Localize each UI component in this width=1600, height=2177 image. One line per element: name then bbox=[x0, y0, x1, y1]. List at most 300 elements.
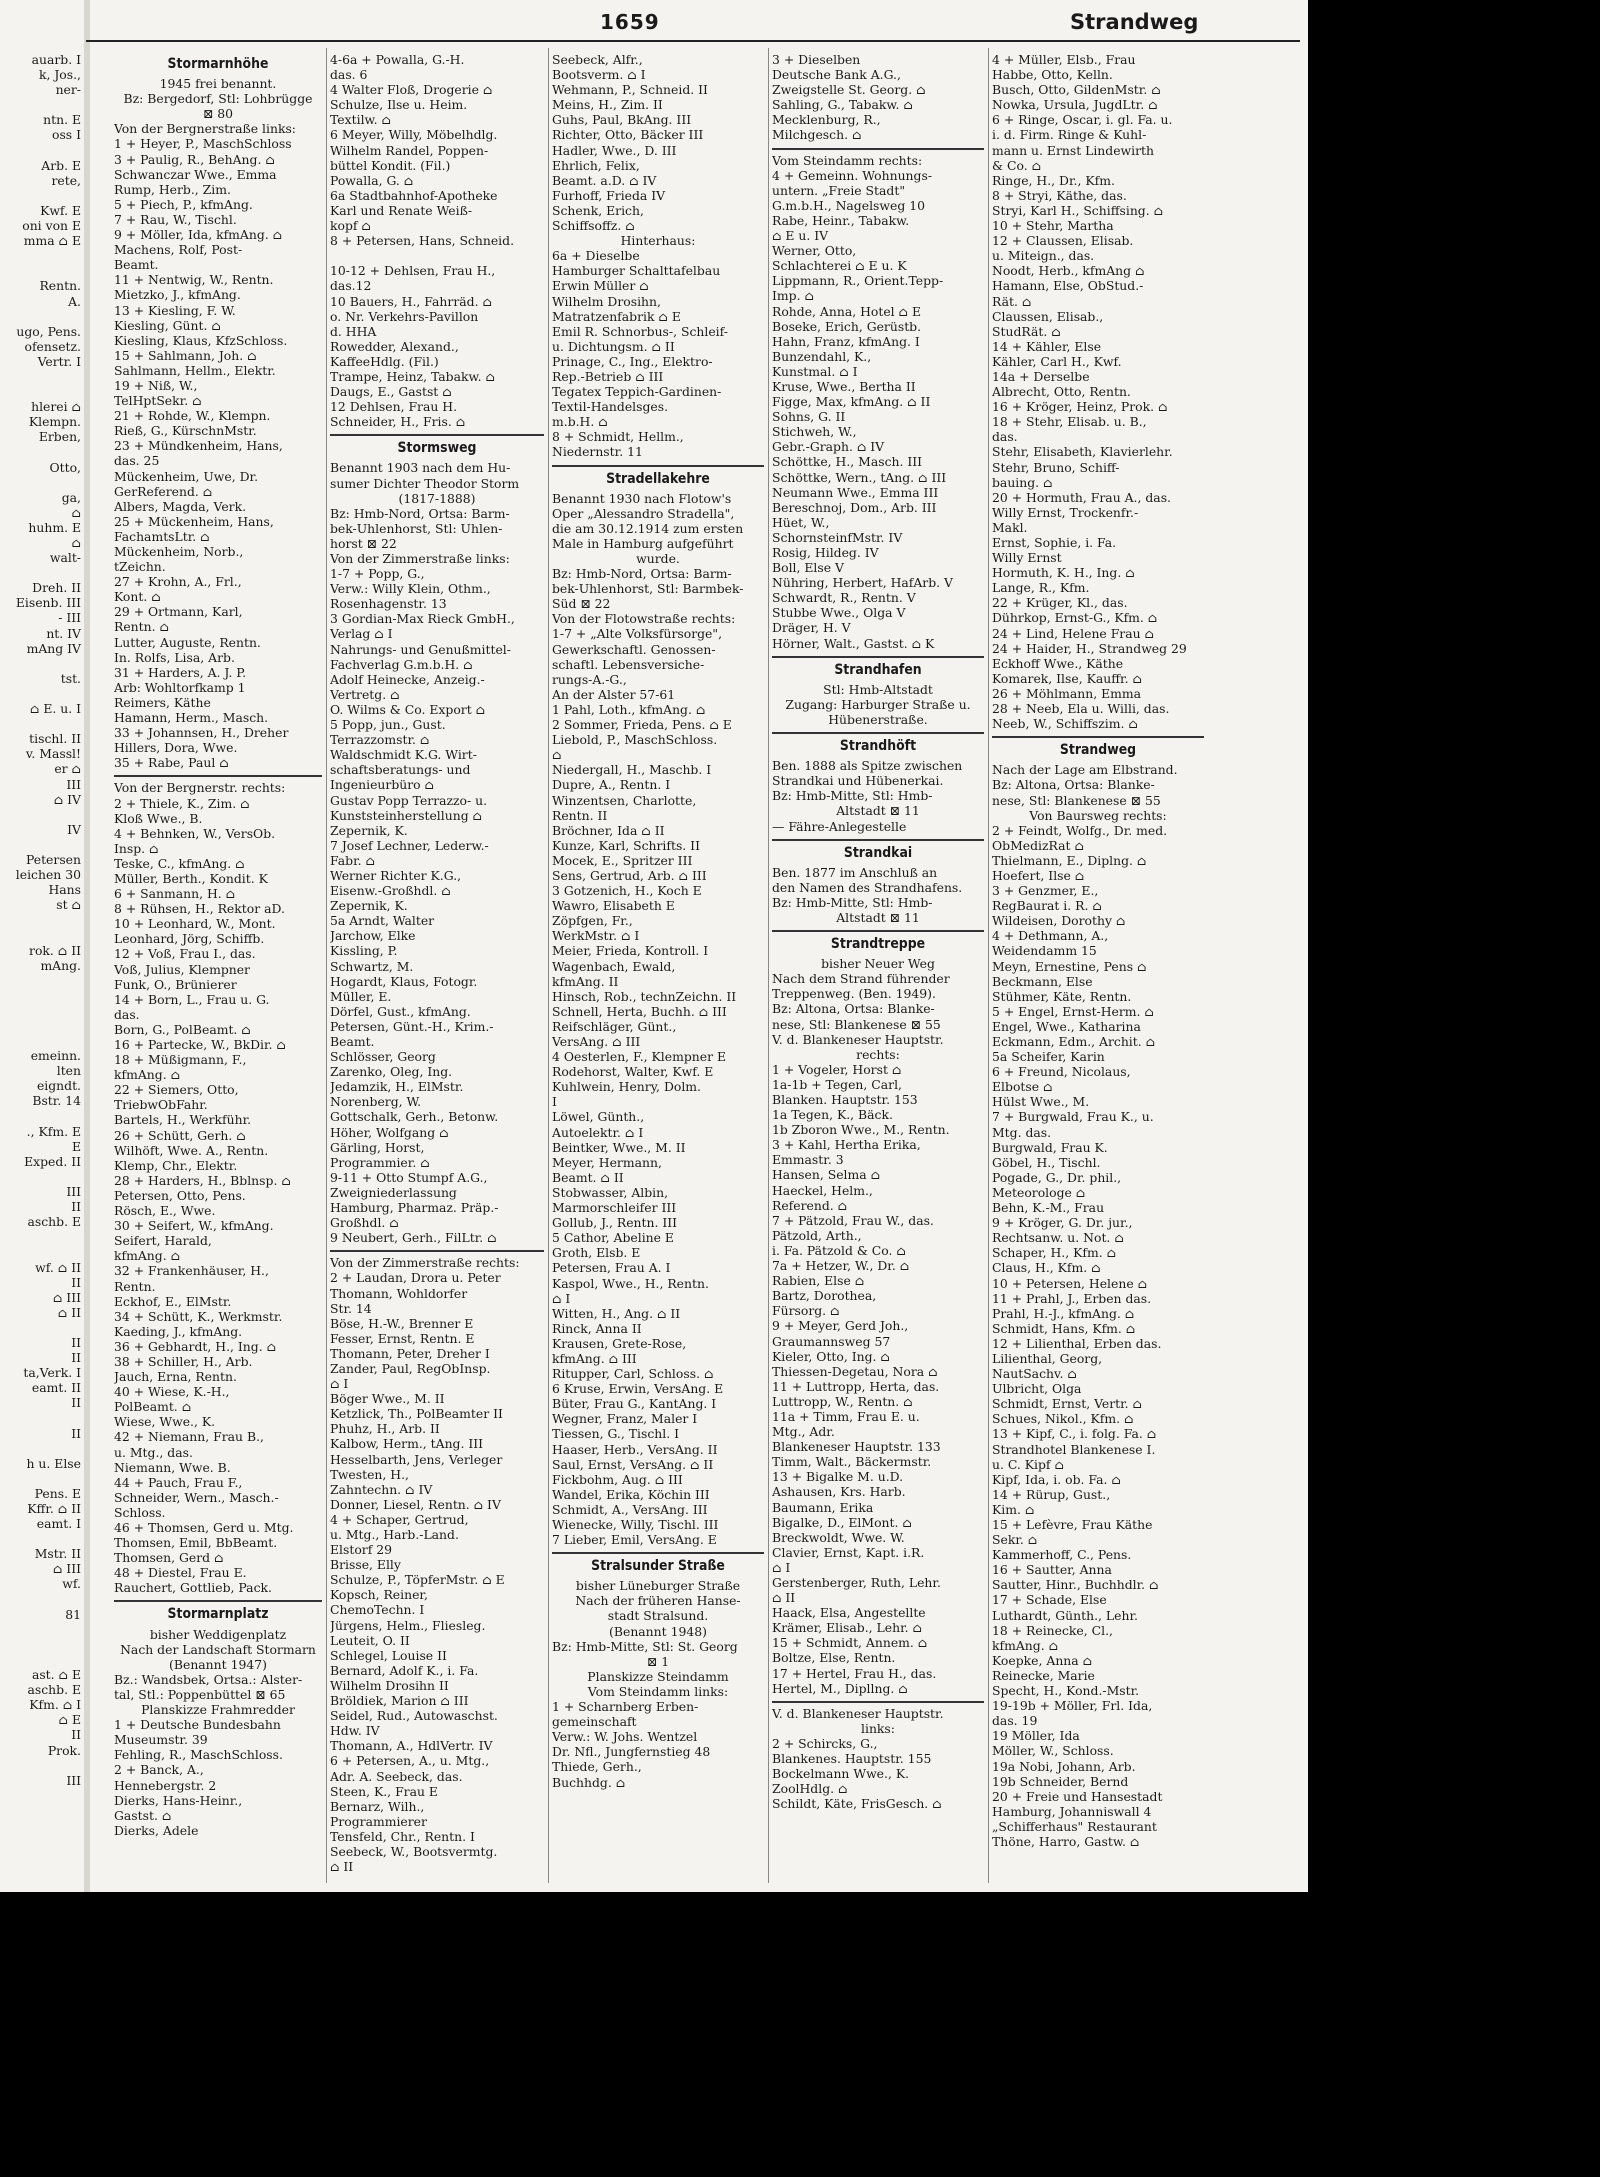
entry-line: Leuteit, O. II bbox=[330, 1632, 410, 1648]
fragment-line: oss I bbox=[51, 127, 81, 143]
entry-line: 9 Neubert, Gerh., FilLtr. ⌂ bbox=[330, 1230, 497, 1246]
entry-line: Rodehorst, Walter, Kwf. E bbox=[552, 1064, 714, 1080]
entry-line: Böger Wwe., M. II bbox=[330, 1391, 445, 1407]
entry-line: Ben. 1877 im Anschluß an bbox=[772, 864, 938, 880]
entry-line: ⌂ I bbox=[552, 1290, 571, 1306]
entry-line: ⌂ I bbox=[772, 1559, 791, 1575]
fragment-line: III bbox=[66, 1772, 81, 1788]
entry-line: Rabe, Heinr., Tabakw. bbox=[772, 212, 910, 228]
entry-line: Beamt. bbox=[114, 257, 159, 273]
entry-line: Pätzold, Arth., bbox=[772, 1227, 862, 1243]
entry-line: GerReferend. ⌂ bbox=[114, 483, 213, 499]
entry-line: Brisse, Elly bbox=[330, 1557, 401, 1573]
entry-line: Zöpfgen, Fr., bbox=[552, 913, 633, 929]
street-note: stadt Stralsund. bbox=[607, 1608, 709, 1624]
entry-line: Schwardt, R., Rentn. V bbox=[772, 590, 916, 606]
entry-line: Lippmann, R., Orient.Tepp- bbox=[772, 273, 944, 289]
entry-line: Kähler, Carl H., Kwf. bbox=[992, 353, 1122, 369]
fragment-line: emeinn. bbox=[30, 1048, 81, 1064]
entry-line: Jürgens, Helm., Fliesleg. bbox=[330, 1617, 486, 1633]
entry-line: V. d. Blankeneser Hauptstr. bbox=[772, 1705, 944, 1721]
fragment-line: mAng IV bbox=[26, 640, 81, 656]
street-note: Bz: Bergedorf, Stl: Lohbrügge bbox=[123, 91, 313, 107]
entry-line: Mocek, E., Spritzer III bbox=[552, 852, 693, 868]
entry-line: 9 + Möller, Ida, kfmAng. ⌂ bbox=[114, 227, 283, 243]
entry-line: Thöne, Harro, Gastw. ⌂ bbox=[992, 1833, 1140, 1849]
entry-line: Strandhotel Blankenese I. bbox=[992, 1441, 1156, 1457]
entry-line: G.m.b.H., Nagelsweg 10 bbox=[772, 197, 925, 213]
entry-line: Makl. bbox=[992, 519, 1028, 535]
entry-line: Insp. ⌂ bbox=[114, 840, 159, 856]
entry-line: 1 + Deutsche Bundesbahn bbox=[114, 1717, 281, 1733]
entry-line: Kiesling, Günt. ⌂ bbox=[114, 317, 221, 333]
entry-line: nese, Stl: Blankenese ⊠ 55 bbox=[992, 792, 1161, 808]
entry-line: TriebwObFahr. bbox=[114, 1097, 208, 1113]
entry-line: Rät. ⌂ bbox=[992, 293, 1032, 309]
entry-line: Nach dem Strand führender bbox=[772, 971, 950, 987]
entry-line: Hertel, M., Dipllng. ⌂ bbox=[772, 1680, 908, 1696]
entry-line: 19 Möller, Ida bbox=[992, 1728, 1080, 1744]
entry-line: Rowedder, Alexand., bbox=[330, 338, 459, 354]
entry-line: 4 + Schaper, Gertrud, bbox=[330, 1511, 469, 1527]
fragment-line: Arb. E bbox=[41, 157, 81, 173]
entry-line: 11 + Luttropp, Herta, das. bbox=[772, 1378, 940, 1394]
entry-line: 19 + Niß, W., bbox=[114, 377, 198, 393]
entry-line: Schneider, Wern., Masch.- bbox=[114, 1489, 279, 1505]
entry-line: Müller, Berth., Kondit. K bbox=[114, 870, 268, 886]
entry-line: Winzentsen, Charlotte, bbox=[552, 792, 697, 808]
fragment-line bbox=[0, 188, 84, 203]
entry-line: Behn, K.-M., Frau bbox=[992, 1200, 1105, 1216]
entry-line: 19a Nobi, Johann, Arb. bbox=[992, 1758, 1136, 1774]
entry-line: Bernard, Adolf K., i. Fa. bbox=[330, 1662, 479, 1678]
entry-line: 32 + Frankenhäuser, H., bbox=[114, 1263, 269, 1279]
entry-line: Bootsverm. ⌂ I bbox=[552, 67, 646, 83]
entry-line: PolBeamt. ⌂ bbox=[114, 1399, 192, 1415]
entry-line: Richter, Otto, Bäcker III bbox=[552, 127, 704, 143]
entry-line: 14 + Born, L., Frau u. G. bbox=[114, 991, 270, 1007]
entry-line: Male in Hamburg aufgeführt bbox=[552, 535, 734, 551]
entry-line: 27 + Krohn, A., Frl., bbox=[114, 574, 242, 590]
entry-line: 17 + Hertel, Frau H., das. bbox=[772, 1665, 937, 1681]
fragment-line: ta,Verk. I bbox=[23, 1365, 81, 1381]
fragment-line: ofensetz. bbox=[24, 338, 81, 354]
entry-line: Sohns, G. II bbox=[772, 409, 846, 425]
entry-line: Hansen, Selma ⌂ bbox=[772, 1167, 881, 1183]
entry-line: 1 + Vogeler, Horst ⌂ bbox=[772, 1061, 902, 1077]
entry-line: Stehr, Elisabeth, Klavierlehr. bbox=[992, 444, 1173, 460]
fragment-line: oni von E bbox=[22, 218, 81, 234]
entry-line: 7 Josef Lechner, Lederw.- bbox=[330, 837, 489, 853]
entry-line: Elstorf 29 bbox=[330, 1542, 393, 1558]
entry-line: Thomann, Peter, Dreher I bbox=[330, 1345, 490, 1361]
fragment-line: ner- bbox=[55, 82, 81, 98]
entry-line: 4 + Behnken, W., VersOb. bbox=[114, 825, 276, 841]
fragment-line bbox=[0, 1410, 84, 1425]
entry-line: Twesten, H., bbox=[330, 1466, 409, 1482]
entry-line: Thomann, A., HdlVertr. IV bbox=[330, 1738, 493, 1754]
entry-line: 6 + Sanmann, H. ⌂ bbox=[114, 886, 236, 902]
entry-line: Stichweh, W., bbox=[772, 424, 857, 440]
entry-line: Emmastr. 3 bbox=[772, 1152, 844, 1168]
entry-line: 5 + Piech, P., kfmAng. bbox=[114, 196, 253, 212]
entry-line: Kalbow, Herm., tAng. III bbox=[330, 1436, 484, 1452]
fragment-line: Exped. II bbox=[24, 1153, 81, 1169]
entry-line: Werner Richter K.G., bbox=[330, 867, 462, 883]
column-2 bbox=[330, 52, 544, 1882]
fragment-line: II bbox=[71, 1199, 81, 1215]
entry-line: Seidel, Rud., Autowaschst. bbox=[330, 1708, 498, 1724]
entry-line: kopf ⌂ bbox=[330, 218, 371, 234]
section-rule bbox=[552, 1552, 764, 1554]
entry-line: 5 + Engel, Ernst-Herm. ⌂ bbox=[992, 1003, 1154, 1019]
entry-line: Kim. ⌂ bbox=[992, 1501, 1035, 1517]
street-note: (1817-1888) bbox=[398, 490, 476, 506]
entry-line: Sekr. ⌂ bbox=[992, 1532, 1038, 1548]
fragment-line bbox=[0, 1622, 84, 1637]
entry-line: Jauch, Erna, Rentn. bbox=[114, 1369, 237, 1385]
fragment-line bbox=[0, 973, 84, 988]
fragment-line bbox=[0, 1033, 84, 1048]
entry-line: Gottschalk, Gerh., Betonw. bbox=[330, 1109, 499, 1125]
entry-line: 4 + Gemeinn. Wohnungs- bbox=[772, 167, 933, 183]
entry-line: Guhs, Paul, BkAng. III bbox=[552, 112, 692, 128]
entry-line: 36 + Gebhardt, H., Ing. ⌂ bbox=[114, 1338, 277, 1354]
entry-line: Krausen, Grete-Rose, bbox=[552, 1335, 687, 1351]
fragment-line: ⌂ III bbox=[52, 1289, 81, 1305]
entry-line: Pogade, G., Dr. phil., bbox=[992, 1169, 1122, 1185]
entry-line: Clavier, Ernst, Kapt. i.R. bbox=[772, 1544, 925, 1560]
entry-line: Ketzlick, Th., PolBeamter II bbox=[330, 1406, 503, 1422]
entry-line: Beckmann, Else bbox=[992, 973, 1093, 989]
entry-line: Koepke, Anna ⌂ bbox=[992, 1652, 1093, 1668]
entry-line: 19b Schneider, Bernd bbox=[992, 1773, 1129, 1789]
entry-line: Burgwald, Frau K. bbox=[992, 1139, 1108, 1155]
entry-line: 26 + Schütt, Gerh. ⌂ bbox=[114, 1127, 246, 1143]
entry-line: 14a + Derselbe bbox=[992, 368, 1090, 384]
page-number: 1659 bbox=[600, 10, 660, 34]
fragment-line: E bbox=[71, 1138, 81, 1154]
entry-line: das. bbox=[114, 1006, 140, 1022]
entry-line: Breckwoldt, Wwe. W. bbox=[772, 1529, 905, 1545]
entry-line: 6a Stadtbahnhof-Apotheke bbox=[330, 187, 498, 203]
entry-line: 11 + Prahl, J., Erben das. bbox=[992, 1290, 1152, 1306]
entry-line: Stehr, Bruno, Schiff- bbox=[992, 459, 1120, 475]
entry-line: Schmidt, Hans, Kfm. ⌂ bbox=[992, 1320, 1136, 1336]
section-rule bbox=[992, 736, 1204, 738]
entry-line: Von der Flotowstraße rechts: bbox=[552, 611, 736, 627]
entry-line: Lilienthal, Georg, bbox=[992, 1350, 1103, 1366]
entry-line: 8 + Stryi, Käthe, das. bbox=[992, 187, 1127, 203]
entry-line: Meier, Frieda, Kontroll. I bbox=[552, 943, 709, 959]
fragment-line: A. bbox=[68, 293, 81, 309]
fragment-line: Kwf. E bbox=[40, 202, 81, 218]
entry-line: Lange, R., Kfm. bbox=[992, 580, 1090, 596]
entry-line: 38 + Schiller, H., Arb. bbox=[114, 1353, 253, 1369]
entry-line: Phuhz, H., Arb. II bbox=[330, 1421, 440, 1437]
entry-line: 2 + Feindt, Wolfg., Dr. med. bbox=[992, 822, 1168, 838]
entry-line: Kunstmal. ⌂ I bbox=[772, 363, 858, 379]
entry-line: horst ⊠ 22 bbox=[330, 535, 397, 551]
fragment-line: ⌂ E. u. I bbox=[29, 701, 81, 717]
entry-line: Ulbricht, Olga bbox=[992, 1381, 1082, 1397]
entry-line: 1a Tegen, K., Bäck. bbox=[772, 1107, 893, 1123]
entry-line: Mecklenburg, R., bbox=[772, 112, 881, 128]
entry-line: Rentn. II bbox=[552, 807, 608, 823]
entry-line: Erwin Müller ⌂ bbox=[552, 278, 649, 294]
entry-line: Hoefert, Ilse ⌂ bbox=[992, 867, 1085, 883]
fragment-line bbox=[0, 248, 84, 263]
entry-line: Schues, Nikol., Kfm. ⌂ bbox=[992, 1411, 1134, 1427]
street-heading: Strandkai bbox=[843, 844, 913, 861]
fragment-line: II bbox=[71, 1274, 81, 1290]
fragment-line: auarb. I bbox=[31, 52, 81, 67]
entry-line: Gerstenberger, Ruth, Lehr. bbox=[772, 1575, 941, 1590]
section-rule bbox=[330, 1250, 544, 1252]
entry-line: Mtg., Adr. bbox=[772, 1424, 835, 1440]
entry-line: 40 + Wiese, K.-H., bbox=[114, 1384, 230, 1400]
entry-line: Hillers, Dora, Wwe. bbox=[114, 740, 238, 756]
entry-line: Fickbohm, Aug. ⌂ III bbox=[552, 1471, 683, 1487]
entry-line: Adr. A. Seebeck, das. bbox=[330, 1768, 463, 1784]
entry-line: 48 + Diestel, Frau E. bbox=[114, 1565, 247, 1581]
fragment-line: eamt. II bbox=[31, 1380, 81, 1396]
entry-line: Schnell, Herta, Buchh. ⌂ III bbox=[552, 1003, 727, 1019]
street-note: 1945 frei benannt. bbox=[159, 76, 277, 92]
entry-line: 1a-1b + Tegen, Carl, bbox=[772, 1076, 902, 1092]
entry-line: Rabien, Else ⌂ bbox=[772, 1273, 865, 1289]
entry-line: FachamtsLtr. ⌂ bbox=[114, 528, 210, 544]
entry-line: Baumann, Erika bbox=[772, 1499, 874, 1515]
fragment-line: Otto, bbox=[49, 459, 81, 475]
entry-line: Meins, H., Zim. II bbox=[552, 97, 663, 113]
entry-line: Komarek, Ilse, Kauffr. ⌂ bbox=[992, 670, 1142, 686]
entry-line: Waldschmidt K.G. Wirt- bbox=[330, 747, 477, 763]
entry-line: Claussen, Elisab., bbox=[992, 308, 1104, 324]
entry-line: 7a + Hetzer, W., Dr. ⌂ bbox=[772, 1258, 910, 1274]
fragment-line: ntn. E bbox=[43, 112, 81, 128]
entry-line: Sens, Gertrud, Arb. ⌂ III bbox=[552, 867, 707, 883]
entry-line: 4 + Dethmann, A., bbox=[992, 928, 1109, 944]
entry-line: Gärling, Horst, bbox=[330, 1139, 425, 1155]
street-note: (Benannt 1948) bbox=[609, 1623, 707, 1639]
street-heading: Stralsunder Straße bbox=[591, 1558, 725, 1575]
entry-line: Rechtsanw. u. Not. ⌂ bbox=[992, 1230, 1124, 1246]
entry-line: Petersen, Frau A. I bbox=[552, 1260, 671, 1276]
entry-line: Von der Zimmerstraße rechts: bbox=[330, 1255, 520, 1271]
entry-line: 22 + Siemers, Otto, bbox=[114, 1082, 239, 1098]
fragment-line: Pens. E bbox=[34, 1485, 81, 1501]
entry-line: Wawro, Elisabeth E bbox=[552, 898, 675, 914]
entry-line: 6 Meyer, Willy, Möbelhdlg. bbox=[330, 127, 498, 143]
entry-line: Bartels, H., Werkführ. bbox=[114, 1112, 252, 1128]
entry-line: Wilhöft, Wwe. A., Rentn. bbox=[114, 1142, 269, 1158]
entry-line: Programmier. ⌂ bbox=[330, 1154, 430, 1170]
entry-line: Thomsen, Gerd ⌂ bbox=[114, 1550, 224, 1566]
entry-line: Zander, Paul, RegObInsp. bbox=[330, 1360, 491, 1376]
entry-line: 5a Scheifer, Karin bbox=[992, 1049, 1105, 1065]
fragment-line: Prok. bbox=[47, 1742, 81, 1758]
street-note: Planskizze Frahmredder bbox=[141, 1702, 295, 1718]
fragment-line: ⌂ III bbox=[52, 1561, 81, 1577]
fragment-line: III bbox=[66, 776, 81, 792]
entry-line: 24 + Haider, H., Strandweg 29 bbox=[992, 640, 1187, 656]
entry-line: 9-11 + Otto Stumpf A.G., bbox=[330, 1169, 488, 1185]
entry-line: das.12 bbox=[330, 278, 372, 294]
entry-line: Donner, Liesel, Rentn. ⌂ IV bbox=[330, 1496, 501, 1512]
entry-line: Furhoff, Frieda IV bbox=[552, 187, 666, 203]
entry-line: Meyer, Hermann, bbox=[552, 1154, 662, 1170]
entry-line: Str. 14 bbox=[330, 1300, 372, 1316]
entry-line: 14 + Kähler, Else bbox=[992, 338, 1102, 354]
entry-line: Wandel, Erika, Köchin III bbox=[552, 1486, 710, 1502]
entry-line: Kieler, Otto, Ing. ⌂ bbox=[772, 1348, 890, 1364]
fragment-line: II bbox=[71, 1350, 81, 1366]
entry-line: Zepernik, K. bbox=[330, 822, 408, 838]
entry-line: Bunzendahl, K., bbox=[772, 348, 872, 364]
entry-line: Imp. ⌂ bbox=[772, 288, 814, 304]
entry-line: Kloß Wwe., B. bbox=[114, 810, 203, 826]
fragment-line: Petersen bbox=[25, 851, 81, 867]
entry-line: Jarchow, Elke bbox=[330, 928, 416, 944]
entry-line: 4 Walter Floß, Drogerie ⌂ bbox=[330, 82, 493, 98]
fragment-line: k, Jos., bbox=[38, 67, 81, 83]
entry-line: O. Wilms & Co. Export ⌂ bbox=[330, 701, 486, 717]
entry-line: Gewerkschaftl. Genossen- bbox=[552, 641, 716, 657]
entry-line: Seifert, Harald, bbox=[114, 1233, 212, 1249]
entry-line: 10 + Stehr, Martha bbox=[992, 218, 1114, 234]
entry-line: 1 + Heyer, P., MaschSchloss bbox=[114, 136, 292, 152]
entry-line: Eckhoff Wwe., Käthe bbox=[992, 655, 1124, 671]
entry-line: Bz: Hmb-Mitte, Stl: Hmb- bbox=[772, 894, 933, 910]
fragment-line: mAng. bbox=[40, 957, 81, 973]
street-heading: Stormarnhöhe bbox=[167, 56, 269, 72]
entry-line: Hahn, Franz, kfmAng. I bbox=[772, 333, 920, 349]
entry-line: Höher, Wolfgang ⌂ bbox=[330, 1124, 449, 1140]
entry-line: Von der Bergnerstr. rechts: bbox=[114, 780, 286, 796]
entry-line: Schaper, H., Kfm. ⌂ bbox=[992, 1245, 1117, 1261]
entry-line: 1 + Scharnberg Erben- bbox=[552, 1699, 699, 1715]
section-rule bbox=[772, 656, 984, 658]
entry-line: Mtg. das. bbox=[992, 1124, 1052, 1140]
entry-line: Schmidt, A., VersAng. III bbox=[552, 1501, 708, 1517]
entry-line: 7 Lieber, Emil, VersAng. E bbox=[552, 1532, 717, 1548]
fragment-line: h u. Else bbox=[26, 1455, 81, 1471]
entry-line: Dierks, Hans-Heinr., bbox=[114, 1792, 243, 1808]
fragment-line bbox=[0, 1109, 84, 1124]
entry-line: ZoolHdlg. ⌂ bbox=[772, 1781, 848, 1797]
entry-line: Möller, W., Schloss. bbox=[992, 1743, 1114, 1759]
street-note: Hübenerstraße. bbox=[828, 711, 928, 727]
entry-line: 4 + Müller, Elsb., Frau bbox=[992, 52, 1136, 67]
entry-line: das. 6 bbox=[330, 67, 368, 83]
entry-line: Kont. ⌂ bbox=[114, 589, 161, 605]
entry-line: Eckmann, Edm., Archit. ⌂ bbox=[992, 1034, 1156, 1049]
fragment-line: II bbox=[71, 1425, 81, 1441]
entry-line: — Fähre-Anlegestelle bbox=[772, 818, 907, 834]
entry-line: Gastst. ⌂ bbox=[114, 1807, 172, 1823]
entry-line: 7 + Pätzold, Frau W., das. bbox=[772, 1212, 934, 1228]
entry-line: 6a + Dieselbe bbox=[552, 248, 640, 264]
fragment-line: st ⌂ bbox=[56, 897, 81, 913]
entry-line: An der Alster 57-61 bbox=[552, 686, 676, 702]
fragment-line: ., Kfm. E bbox=[26, 1123, 81, 1139]
fragment-line bbox=[0, 927, 84, 942]
fragment-line: Mstr. II bbox=[34, 1546, 81, 1562]
entry-line: 3 + Kahl, Hertha Erika, bbox=[772, 1137, 921, 1153]
fragment-line bbox=[0, 988, 84, 1003]
entry-line: Nühring, Herbert, HafArb. V bbox=[772, 575, 953, 591]
entry-line: Von der Bergnerstraße links: bbox=[114, 121, 296, 137]
entry-line: Vom Steindamm rechts: bbox=[772, 152, 923, 168]
entry-line: Bz: Hmb-Mitte, Stl: St. Georg bbox=[552, 1638, 738, 1654]
fragment-line bbox=[0, 807, 84, 822]
entry-line: Haeckel, Helm., bbox=[772, 1182, 873, 1198]
entry-line: Rohde, Anna, Hotel ⌂ E bbox=[772, 303, 922, 319]
fragment-line bbox=[0, 912, 84, 927]
entry-line: Schulze, P., TöpferMstr. ⌂ E bbox=[330, 1572, 505, 1588]
entry-line: Ehrlich, Felix, bbox=[552, 157, 640, 173]
street-note: (Benannt 1947) bbox=[169, 1656, 267, 1672]
entry-line: Mückenheim, Uwe, Dr. bbox=[114, 468, 259, 484]
entry-line: Ben. 1888 als Spitze zwischen bbox=[772, 758, 963, 774]
entry-line: 10 Bauers, H., Fahrräd. ⌂ bbox=[330, 293, 492, 309]
entry-line: Haack, Elsa, Angestellte bbox=[772, 1605, 926, 1621]
fragment-line: tst. bbox=[60, 670, 81, 686]
entry-line: Kopsch, Reiner, bbox=[330, 1587, 428, 1603]
entry-line: Bz: Hmb-Mitte, Stl: Hmb- bbox=[772, 788, 933, 804]
column-separator bbox=[988, 48, 989, 1883]
entry-line: Großhdl. ⌂ bbox=[330, 1215, 399, 1231]
entry-line: 10-12 + Dehlsen, Frau H., bbox=[330, 263, 496, 279]
entry-line: 3 + Paulig, R., BehAng. ⌂ bbox=[114, 151, 275, 167]
entry-line: Thielmann, E., Diplng. ⌂ bbox=[992, 852, 1147, 868]
entry-line: Tiessen, G., Tischl. I bbox=[552, 1426, 679, 1442]
entry-line: Autoelektr. ⌂ I bbox=[552, 1124, 644, 1140]
entry-line: Rosenhagenstr. 13 bbox=[330, 596, 447, 612]
entry-line: 12 Dehlsen, Frau H. bbox=[330, 399, 458, 415]
entry-line: 11a + Timm, Frau E. u. bbox=[772, 1408, 920, 1424]
entry-line: 31 + Harders, A. J. P. bbox=[114, 664, 247, 680]
entry-line: Strandkai und Hübenerkai. bbox=[772, 773, 944, 789]
entry-line: Eckhof, E., ElMstr. bbox=[114, 1293, 232, 1309]
section-rule bbox=[772, 732, 984, 734]
entry-line: Bartz, Dorothea, bbox=[772, 1288, 877, 1304]
entry-line: 7 + Burgwald, Frau K., u. bbox=[992, 1109, 1154, 1125]
entry-line: Wildeisen, Dorothy ⌂ bbox=[992, 913, 1126, 929]
entry-line: Seebeck, W., Bootsvermtg. bbox=[330, 1843, 498, 1859]
entry-line: Matratzenfabrik ⌂ E bbox=[552, 308, 681, 324]
entry-line: Dräger, H. V bbox=[772, 620, 851, 636]
fragment-line bbox=[0, 1229, 84, 1244]
entry-line: Bigalke, D., ElMont. ⌂ bbox=[772, 1514, 912, 1530]
street-note: Zugang: Harburger Straße u. bbox=[785, 696, 971, 712]
fragment-line: III bbox=[66, 1184, 81, 1200]
entry-line: 1-7 + Popp, G., bbox=[330, 566, 425, 582]
entry-line: 7 + Rau, W., Tischl. bbox=[114, 211, 237, 227]
fragment-line bbox=[0, 656, 84, 671]
entry-line: Hdw. IV bbox=[330, 1723, 380, 1739]
fragment-line: walt- bbox=[49, 550, 81, 566]
section-rule bbox=[772, 839, 984, 841]
entry-line: Terrazzomstr. ⌂ bbox=[330, 732, 430, 748]
entry-line: VersAng. ⌂ III bbox=[552, 1034, 641, 1049]
fragment-line: ⌂ IV bbox=[53, 791, 81, 807]
entry-line: Hamburger Schalttafelbau bbox=[552, 263, 721, 279]
entry-line: Hamburg, Pharmaz. Präp.- bbox=[330, 1200, 499, 1216]
entry-line: Norenberg, W. bbox=[330, 1094, 422, 1110]
entry-line: Deutsche Bank A.G., bbox=[772, 67, 901, 83]
